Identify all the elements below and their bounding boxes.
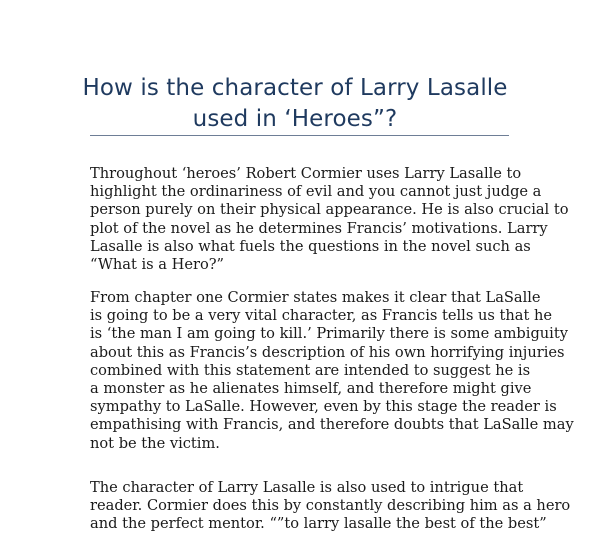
text-line: empathising with Francis, and therefore doubts that LaSalle may <box>90 416 574 434</box>
body-paragraph <box>90 479 570 534</box>
text-line: reader. Cormier does this by constantly describing him as a hero <box>90 497 571 515</box>
text-line: is going to be a very vital character, as Francis tells us that he <box>90 307 553 325</box>
text-line: From chapter one Cormier states makes it clear that LaSalle <box>90 289 541 306</box>
text-line: plot of the novel as he determines Francis’ motivations. Larry <box>90 219 548 237</box>
text-line: sympathy to LaSalle. However, even by this stage the reader is <box>90 398 557 416</box>
text-line: Lasalle is also what fuels the questions in the novel such as <box>90 237 531 255</box>
title-line: How is the character of Larry Lasalle <box>82 75 508 101</box>
text-line: combined with this statement are intended to suggest he is <box>90 361 531 379</box>
text-line: person purely on their physical appearance. He is also crucial to <box>90 201 569 219</box>
text-line: “What is a Hero?” <box>90 255 225 273</box>
text-line: Throughout ‘heroes’ Robert Cormier uses Larry Lasalle to <box>90 165 522 182</box>
title-underline <box>90 135 509 136</box>
title-line: used in ‘Heroes”? <box>192 106 398 132</box>
text-line: a monster as he alienates himself, and therefore might give <box>90 379 532 397</box>
text-line: is ‘the man I am going to kill.’ Primarily there is some ambiguity <box>90 325 568 343</box>
text-line: highlight the ordinariness of evil and you cannot just judge a <box>90 183 542 201</box>
text-line: and the perfect mentor. “”to larry lasalle the best of the best” <box>90 515 547 533</box>
body-paragraph <box>90 165 569 274</box>
text-line: about this as Francis’s description of his own horrifying injuries <box>90 343 565 361</box>
text-line: The character of Larry Lasalle is also used to intrigue that <box>90 479 524 496</box>
text-line: not be the victim. <box>90 434 220 452</box>
document-title <box>60 73 530 135</box>
body-paragraph <box>90 289 574 453</box>
